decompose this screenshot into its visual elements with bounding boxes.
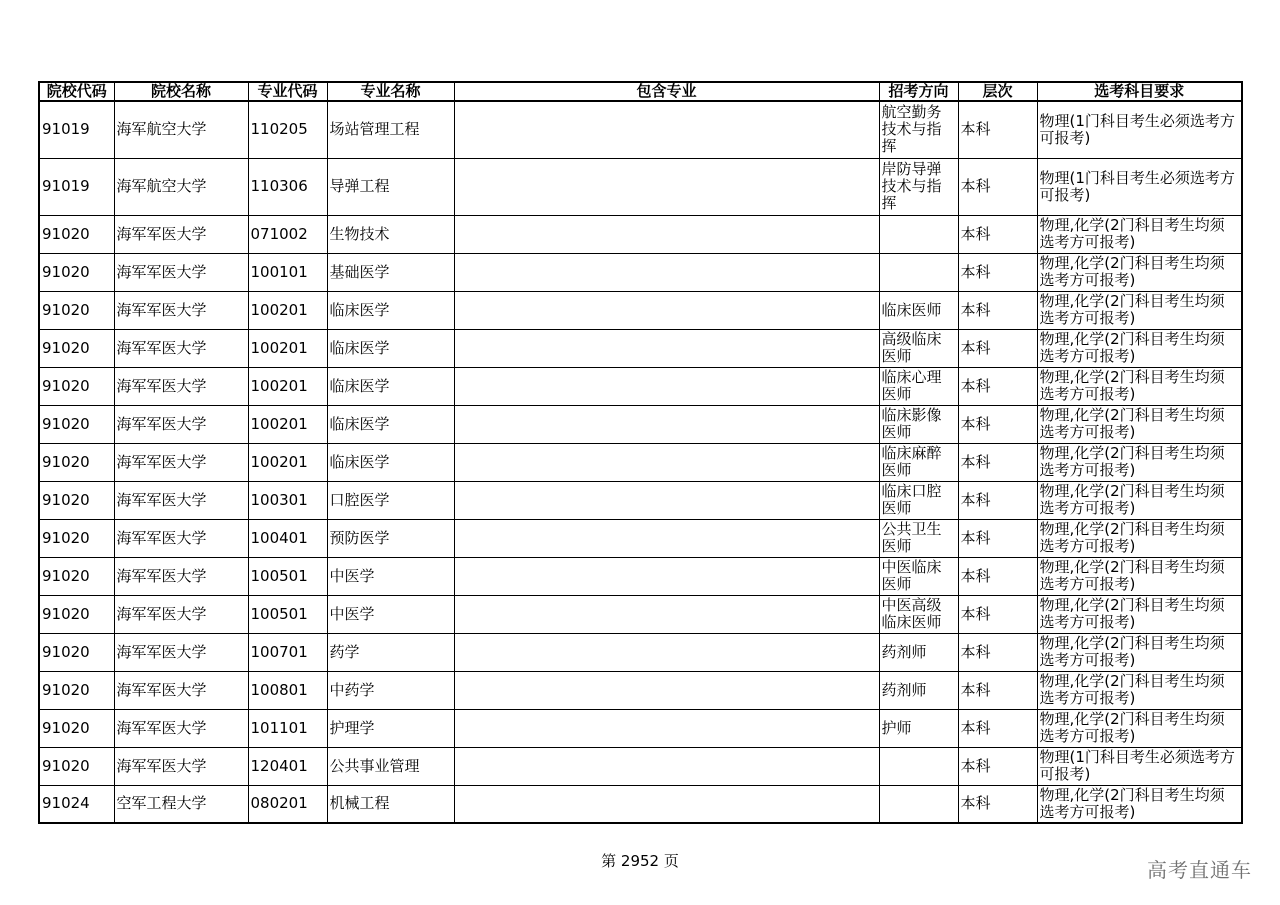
- table-row: [39, 785, 1242, 823]
- header-included-majors: 包含专业: [454, 82, 879, 101]
- school-code-cell: 91019: [39, 158, 114, 215]
- level-cell: 本科: [958, 519, 1037, 557]
- major-name-cell: 临床医学: [327, 329, 454, 367]
- level-cell: 本科: [958, 215, 1037, 253]
- table-row: [39, 101, 1242, 158]
- school-name-cell: 海军军医大学: [114, 215, 248, 253]
- level-cell: 本科: [958, 101, 1037, 158]
- major-code-cell: 100301: [248, 481, 327, 519]
- major-name-cell: 中医学: [327, 557, 454, 595]
- level-cell: 本科: [958, 481, 1037, 519]
- included-majors-cell: [454, 253, 879, 291]
- subject-requirement-cell: 物理,化学(2门科目考生均须选考方可报考): [1037, 405, 1242, 443]
- level-cell: 本科: [958, 557, 1037, 595]
- school-name-cell: 海军军医大学: [114, 633, 248, 671]
- level-cell: 本科: [958, 709, 1037, 747]
- school-code-cell: 91020: [39, 253, 114, 291]
- subject-requirement-cell: 物理,化学(2门科目考生均须选考方可报考): [1037, 291, 1242, 329]
- level-cell: 本科: [958, 329, 1037, 367]
- included-majors-cell: [454, 519, 879, 557]
- subject-requirement-cell: 物理,化学(2门科目考生均须选考方可报考): [1037, 481, 1242, 519]
- header-school-code: 院校代码: [39, 82, 114, 101]
- major-code-cell: 100401: [248, 519, 327, 557]
- direction-cell: 临床麻醉医师: [879, 443, 958, 481]
- major-name-cell: 临床医学: [327, 291, 454, 329]
- major-name-cell: 导弹工程: [327, 158, 454, 215]
- school-name-cell: 海军军医大学: [114, 367, 248, 405]
- header-subject-requirement: 选考科目要求: [1037, 82, 1242, 101]
- major-code-cell: 100501: [248, 557, 327, 595]
- major-code-cell: 100801: [248, 671, 327, 709]
- direction-cell: 中医高级临床医师: [879, 595, 958, 633]
- direction-cell: [879, 747, 958, 785]
- major-code-cell: 101101: [248, 709, 327, 747]
- major-code-cell: 080201: [248, 785, 327, 823]
- major-code-cell: 071002: [248, 215, 327, 253]
- major-code-cell: 100201: [248, 329, 327, 367]
- major-code-cell: 100201: [248, 291, 327, 329]
- included-majors-cell: [454, 747, 879, 785]
- included-majors-cell: [454, 158, 879, 215]
- direction-cell: 公共卫生医师: [879, 519, 958, 557]
- included-majors-cell: [454, 595, 879, 633]
- subject-requirement-cell: 物理,化学(2门科目考生均须选考方可报考): [1037, 329, 1242, 367]
- table-row: [39, 158, 1242, 215]
- school-code-cell: 91020: [39, 443, 114, 481]
- table-row: [39, 519, 1242, 557]
- school-code-cell: 91020: [39, 405, 114, 443]
- header-direction: 招考方向: [879, 82, 958, 101]
- major-name-cell: 场站管理工程: [327, 101, 454, 158]
- school-name-cell: 空军工程大学: [114, 785, 248, 823]
- table-row: [39, 329, 1242, 367]
- table-row: [39, 291, 1242, 329]
- school-name-cell: 海军航空大学: [114, 101, 248, 158]
- major-name-cell: 临床医学: [327, 367, 454, 405]
- school-name-cell: 海军军医大学: [114, 519, 248, 557]
- school-name-cell: 海军军医大学: [114, 747, 248, 785]
- page-number: 第 2952 页: [601, 852, 679, 870]
- major-name-cell: 中药学: [327, 671, 454, 709]
- level-cell: 本科: [958, 158, 1037, 215]
- major-name-cell: 基础医学: [327, 253, 454, 291]
- school-name-cell: 海军军医大学: [114, 291, 248, 329]
- school-name-cell: 海军军医大学: [114, 671, 248, 709]
- direction-cell: 航空勤务技术与指挥: [879, 101, 958, 158]
- included-majors-cell: [454, 633, 879, 671]
- subject-requirement-cell: 物理(1门科目考生必须选考方可报考): [1037, 158, 1242, 215]
- table-row: [39, 633, 1242, 671]
- table-row: [39, 671, 1242, 709]
- major-name-cell: 口腔医学: [327, 481, 454, 519]
- major-code-cell: 100201: [248, 405, 327, 443]
- major-code-cell: 110306: [248, 158, 327, 215]
- subject-requirement-cell: 物理,化学(2门科目考生均须选考方可报考): [1037, 671, 1242, 709]
- major-code-cell: 100101: [248, 253, 327, 291]
- included-majors-cell: [454, 291, 879, 329]
- header-major-code: 专业代码: [248, 82, 327, 101]
- direction-cell: 临床心理医师: [879, 367, 958, 405]
- admission-table: [38, 81, 1243, 824]
- subject-requirement-cell: 物理,化学(2门科目考生均须选考方可报考): [1037, 709, 1242, 747]
- header-level: 层次: [958, 82, 1037, 101]
- school-name-cell: 海军航空大学: [114, 158, 248, 215]
- included-majors-cell: [454, 215, 879, 253]
- subject-requirement-cell: 物理,化学(2门科目考生均须选考方可报考): [1037, 253, 1242, 291]
- included-majors-cell: [454, 367, 879, 405]
- direction-cell: [879, 253, 958, 291]
- school-code-cell: 91020: [39, 709, 114, 747]
- major-code-cell: 100201: [248, 367, 327, 405]
- school-name-cell: 海军军医大学: [114, 329, 248, 367]
- direction-cell: 临床口腔医师: [879, 481, 958, 519]
- level-cell: 本科: [958, 595, 1037, 633]
- direction-cell: 岸防导弹技术与指挥: [879, 158, 958, 215]
- level-cell: 本科: [958, 253, 1037, 291]
- table-row: [39, 253, 1242, 291]
- major-name-cell: 临床医学: [327, 443, 454, 481]
- school-code-cell: 91020: [39, 215, 114, 253]
- school-code-cell: 91020: [39, 557, 114, 595]
- direction-cell: 护师: [879, 709, 958, 747]
- school-code-cell: 91020: [39, 291, 114, 329]
- table-row: [39, 405, 1242, 443]
- included-majors-cell: [454, 785, 879, 823]
- major-name-cell: 中医学: [327, 595, 454, 633]
- included-majors-cell: [454, 443, 879, 481]
- included-majors-cell: [454, 481, 879, 519]
- direction-cell: 中医临床医师: [879, 557, 958, 595]
- watermark: 高考直通车: [1147, 858, 1252, 882]
- school-code-cell: 91024: [39, 785, 114, 823]
- subject-requirement-cell: 物理(1门科目考生必须选考方可报考): [1037, 101, 1242, 158]
- subject-requirement-cell: 物理,化学(2门科目考生均须选考方可报考): [1037, 785, 1242, 823]
- major-code-cell: 100701: [248, 633, 327, 671]
- school-name-cell: 海军军医大学: [114, 405, 248, 443]
- direction-cell: 药剂师: [879, 633, 958, 671]
- direction-cell: [879, 785, 958, 823]
- table-row: [39, 557, 1242, 595]
- table-row: [39, 481, 1242, 519]
- level-cell: 本科: [958, 367, 1037, 405]
- school-name-cell: 海军军医大学: [114, 557, 248, 595]
- subject-requirement-cell: 物理,化学(2门科目考生均须选考方可报考): [1037, 595, 1242, 633]
- subject-requirement-cell: 物理(1门科目考生必须选考方可报考): [1037, 747, 1242, 785]
- major-code-cell: 120401: [248, 747, 327, 785]
- school-code-cell: 91020: [39, 329, 114, 367]
- school-code-cell: 91020: [39, 747, 114, 785]
- major-name-cell: 护理学: [327, 709, 454, 747]
- table-row: [39, 443, 1242, 481]
- header-major-name: 专业名称: [327, 82, 454, 101]
- school-code-cell: 91020: [39, 481, 114, 519]
- table-body: [39, 101, 1242, 823]
- level-cell: 本科: [958, 671, 1037, 709]
- level-cell: 本科: [958, 785, 1037, 823]
- school-name-cell: 海军军医大学: [114, 709, 248, 747]
- level-cell: 本科: [958, 747, 1037, 785]
- table-row: [39, 709, 1242, 747]
- school-code-cell: 91020: [39, 519, 114, 557]
- direction-cell: 药剂师: [879, 671, 958, 709]
- included-majors-cell: [454, 709, 879, 747]
- major-name-cell: 药学: [327, 633, 454, 671]
- table-row: [39, 215, 1242, 253]
- subject-requirement-cell: 物理,化学(2门科目考生均须选考方可报考): [1037, 633, 1242, 671]
- school-code-cell: 91020: [39, 595, 114, 633]
- school-code-cell: 91020: [39, 671, 114, 709]
- major-name-cell: 生物技术: [327, 215, 454, 253]
- table-header-row: [39, 82, 1242, 101]
- school-code-cell: 91020: [39, 633, 114, 671]
- subject-requirement-cell: 物理,化学(2门科目考生均须选考方可报考): [1037, 557, 1242, 595]
- table-row: [39, 367, 1242, 405]
- school-name-cell: 海军军医大学: [114, 253, 248, 291]
- subject-requirement-cell: 物理,化学(2门科目考生均须选考方可报考): [1037, 443, 1242, 481]
- school-name-cell: 海军军医大学: [114, 595, 248, 633]
- table-row: [39, 595, 1242, 633]
- major-name-cell: 预防医学: [327, 519, 454, 557]
- level-cell: 本科: [958, 633, 1037, 671]
- subject-requirement-cell: 物理,化学(2门科目考生均须选考方可报考): [1037, 519, 1242, 557]
- school-code-cell: 91019: [39, 101, 114, 158]
- major-code-cell: 100201: [248, 443, 327, 481]
- subject-requirement-cell: 物理,化学(2门科目考生均须选考方可报考): [1037, 215, 1242, 253]
- school-name-cell: 海军军医大学: [114, 443, 248, 481]
- direction-cell: 高级临床医师: [879, 329, 958, 367]
- school-code-cell: 91020: [39, 367, 114, 405]
- level-cell: 本科: [958, 405, 1037, 443]
- direction-cell: 临床医师: [879, 291, 958, 329]
- included-majors-cell: [454, 329, 879, 367]
- level-cell: 本科: [958, 443, 1037, 481]
- direction-cell: [879, 215, 958, 253]
- included-majors-cell: [454, 405, 879, 443]
- table-row: [39, 747, 1242, 785]
- major-name-cell: 公共事业管理: [327, 747, 454, 785]
- major-code-cell: 100501: [248, 595, 327, 633]
- direction-cell: 临床影像医师: [879, 405, 958, 443]
- included-majors-cell: [454, 671, 879, 709]
- included-majors-cell: [454, 557, 879, 595]
- major-name-cell: 临床医学: [327, 405, 454, 443]
- subject-requirement-cell: 物理,化学(2门科目考生均须选考方可报考): [1037, 367, 1242, 405]
- header-school-name: 院校名称: [114, 82, 248, 101]
- level-cell: 本科: [958, 291, 1037, 329]
- included-majors-cell: [454, 101, 879, 158]
- school-name-cell: 海军军医大学: [114, 481, 248, 519]
- major-name-cell: 机械工程: [327, 785, 454, 823]
- major-code-cell: 110205: [248, 101, 327, 158]
